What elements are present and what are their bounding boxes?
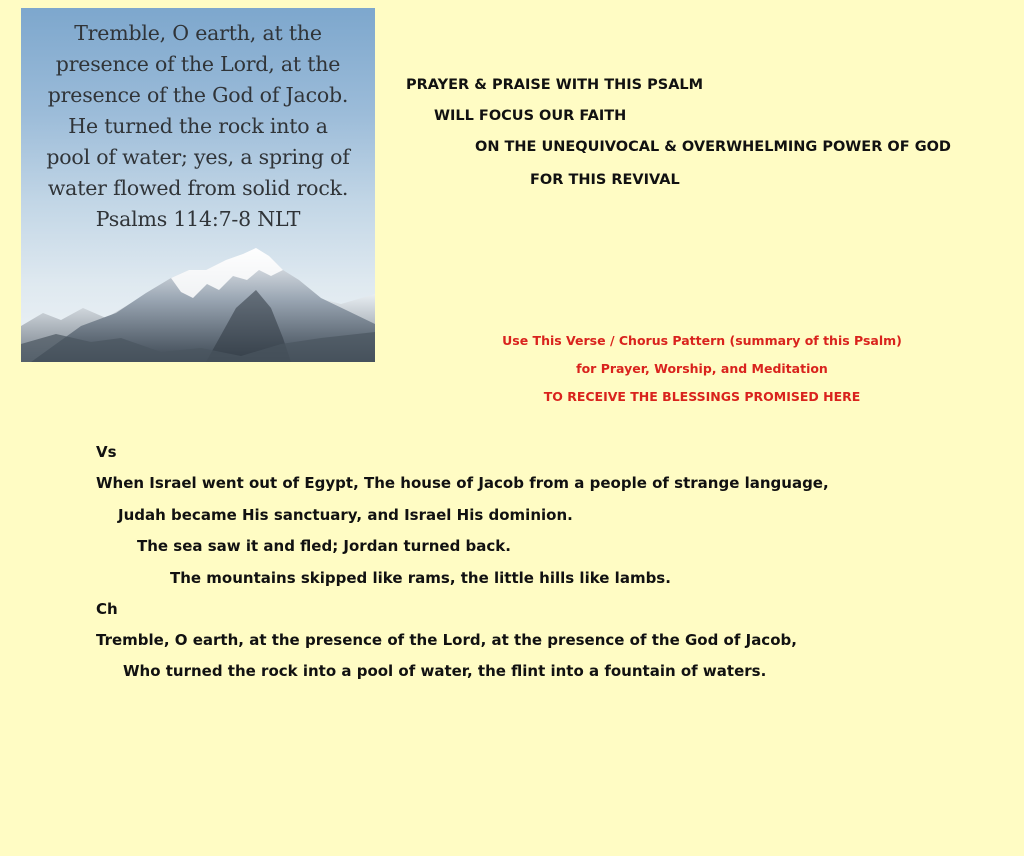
verse-label: Vs xyxy=(96,443,117,461)
verse-quote xyxy=(21,18,375,235)
verse-reference: Psalms 114:7-8 NLT xyxy=(95,207,301,231)
instruction-line-3: TO RECEIVE THE BLESSINGS PROMISED HERE xyxy=(543,389,861,404)
psalm-verse-image xyxy=(21,8,375,362)
verse-line: The mountains skipped like rams, the little hills like lambs. xyxy=(170,569,671,587)
verse-line: The sea saw it and fled; Jordan turned back. xyxy=(137,537,511,555)
verse-line: When Israel went out of Egypt, The house of Jacob from a people of strange language, xyxy=(96,474,829,492)
verse-quote-line: water flowed from solid rock. xyxy=(47,176,349,200)
instruction-line-2: for Prayer, Worship, and Meditation xyxy=(576,361,828,376)
chorus-line: Tremble, O earth, at the presence of the Lord, at the presence of the God of Jacob, xyxy=(96,631,797,649)
verse-quote-line: He turned the rock into a xyxy=(68,114,328,138)
verse-quote-line: pool of water; yes, a spring of xyxy=(46,145,350,169)
focus-heading-line-1: PRAYER & PRAISE WITH THIS PSALM xyxy=(406,77,704,93)
chorus-label: Ch xyxy=(96,600,118,618)
chorus-line: Who turned the rock into a pool of water, the flint into a fountain of waters. xyxy=(123,662,767,680)
instruction-line-1: Use This Verse / Chorus Pattern (summary of this Psalm) xyxy=(502,333,902,348)
focus-heading-line-3: ON THE UNEQUIVOCAL & OVERWHELMING POWER OF GOD xyxy=(475,139,951,155)
focus-heading-line-2: WILL FOCUS OUR FAITH xyxy=(434,108,627,124)
verse-line: Judah became His sanctuary, and Israel His dominion. xyxy=(118,506,573,524)
verse-quote-line: Tremble, O earth, at the xyxy=(74,21,322,45)
verse-quote-line: presence of the God of Jacob. xyxy=(47,83,349,107)
verse-quote-line: presence of the Lord, at the xyxy=(55,52,341,76)
focus-heading-line-4: FOR THIS REVIVAL xyxy=(530,172,680,188)
